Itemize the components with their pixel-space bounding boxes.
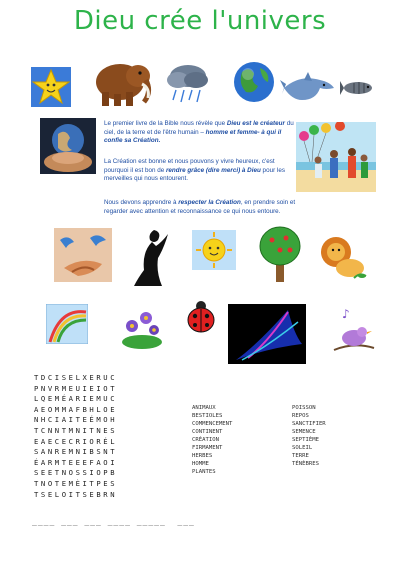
flowers-image xyxy=(118,306,166,350)
earth-in-hands-image xyxy=(40,118,96,174)
word-list-left xyxy=(192,404,232,476)
grid-row: LQEMÉARIEMUC xyxy=(34,394,118,404)
text-emphasis: homme et femme- à qui il confie sa Création. xyxy=(104,128,282,145)
grid-row: SANREMNIBSNT xyxy=(34,447,118,457)
family-beach-image xyxy=(296,122,376,192)
word-item: BESTIOLES xyxy=(192,413,223,419)
text-span: Le premier livre de la Bible nous révèle que xyxy=(104,120,227,127)
earth-icon xyxy=(232,60,276,104)
paragraph-creator xyxy=(104,120,296,146)
grid-row: TNOTEMÈITPES xyxy=(34,478,118,488)
text-span: , en prendre soin et regarder avec attention et reconnaissance ce qui nous entoure. xyxy=(104,199,296,215)
word-item: POISSON xyxy=(292,405,316,411)
bird-branch-image xyxy=(330,304,376,356)
rainbow-image xyxy=(46,304,88,344)
word-item: TERRE xyxy=(292,453,309,459)
grid-row: TSELOITSEBRN xyxy=(34,489,118,499)
word-item: REPOS xyxy=(292,413,309,419)
sun-icon xyxy=(192,230,236,270)
word-item: CONTINENT xyxy=(192,429,223,435)
grid-row: TDCISELXERUC xyxy=(34,373,118,382)
word-item: TÉNÈBRES xyxy=(292,461,319,467)
word-item: SEPTIÈME xyxy=(292,437,319,443)
paragraph-gratitude xyxy=(104,158,296,184)
grid-row: SEETNOSSIOPB xyxy=(34,468,118,478)
grid-row: TCNNTMNITNES xyxy=(34,425,118,435)
grid-row: PNVRMEUIEIOT xyxy=(34,383,118,393)
word-item: FIRMAMENT xyxy=(192,445,223,451)
text-emphasis: respecter la Création xyxy=(178,199,241,206)
ladybug-icon xyxy=(184,298,218,334)
answer-blanks[interactable]: ____ ___ ___ ____ _____ ___ xyxy=(32,517,195,526)
apple-tree-image xyxy=(256,224,304,284)
grid-row: EAECECRIORÉL xyxy=(34,436,118,446)
paragraph-respect xyxy=(104,199,299,216)
word-item: SOLEIL xyxy=(292,445,313,451)
word-item: PLANTES xyxy=(192,469,216,475)
word-list-right xyxy=(292,404,326,468)
dolphin-icon xyxy=(280,70,336,110)
grid-row: NHCIAITEÉMOH xyxy=(34,415,118,425)
word-search-grid xyxy=(34,373,117,500)
text-emphasis: rendre grâce (dire merci) à Dieu xyxy=(165,166,261,174)
doves-hands-image xyxy=(54,228,112,282)
word-item: HERBES xyxy=(192,453,213,459)
svg-text:♪: ♪ xyxy=(342,307,350,321)
word-item: SEMENCE xyxy=(292,429,316,435)
star-icon xyxy=(30,66,72,108)
text-span: du ciel, de la terre et de l'être humain – xyxy=(104,120,294,136)
text-span: pour les merveilles qui nous entourent. xyxy=(104,166,285,183)
word-item: HOMME xyxy=(192,461,209,467)
text-emphasis: Dieu est le créateur xyxy=(226,120,285,127)
grid-row: AEOMMAFBHLOE xyxy=(34,404,118,414)
word-item: COMMENCEMENT xyxy=(192,421,233,427)
word-item: CRÉATION xyxy=(192,437,219,443)
storm-cloud-icon xyxy=(164,62,210,106)
page-title: Dieu crée l'univers xyxy=(73,6,327,36)
praying-figure-image xyxy=(128,226,174,288)
word-item: ANIMAUX xyxy=(192,405,216,411)
word-item: SANCTIFIER xyxy=(292,421,326,427)
text-span: Nous devons apprendre à xyxy=(104,199,179,206)
text-span: La Création est bonne et nous pouvons y vivre heureux, c'est pourquoi il est bon de xyxy=(104,158,275,174)
grid-row: ÉARMTEEEFAOI xyxy=(34,457,118,467)
mammoth-icon xyxy=(88,58,154,108)
lion-image xyxy=(318,234,370,284)
light-burst-image xyxy=(228,304,306,364)
fish-icon xyxy=(340,78,378,98)
